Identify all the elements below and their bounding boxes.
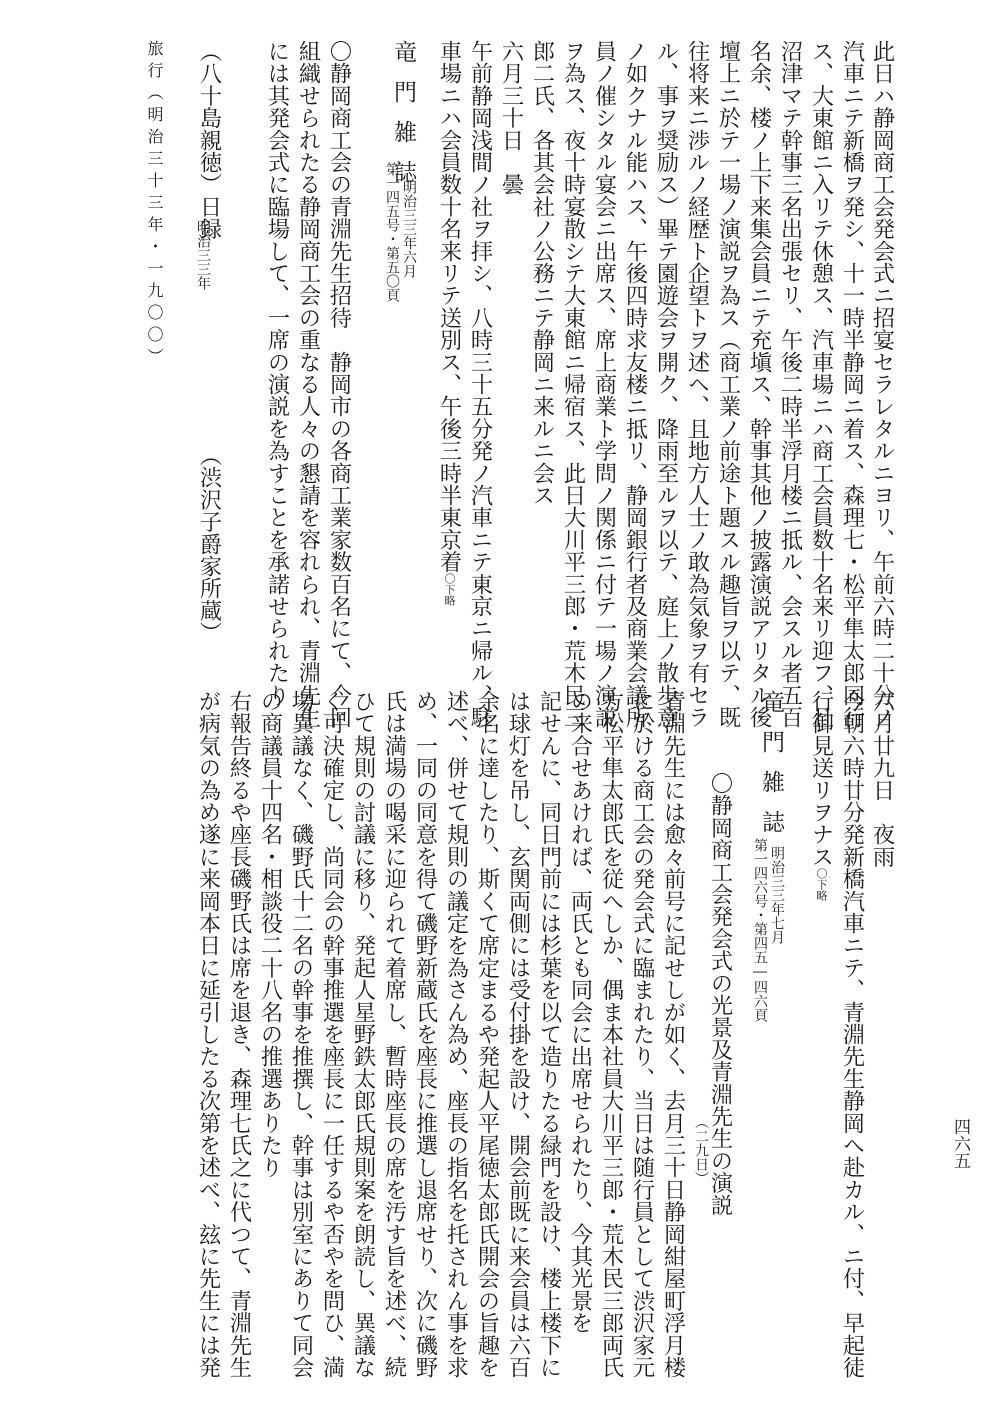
diary-jun30-line-2 xyxy=(438,40,460,606)
citation-issue: 第一四五号・第五〇頁 xyxy=(384,162,400,302)
source-right: （渋沢子爵家所蔵） xyxy=(196,444,222,644)
diary-line-2: 汽車ニテ新橋ヲ発シ、十一時半静岡ニ着ス、森理七・松平隼太郎同行 xyxy=(839,40,865,729)
magazine-heading: 竜門雑誌 xyxy=(390,40,416,200)
date-jun29: 六月廿九日 夜雨 xyxy=(869,690,895,868)
body-line-3: 方松平隼太郎氏を従へしか、偶ま本社員大川平三郎・荒木民三郎両氏 xyxy=(598,690,624,1379)
diary-line-8: ル、事ヲ奨励ス）畢テ園遊会ヲ開ク、降雨至ルヲ以テ、庭上ノ散歩意 xyxy=(653,40,679,729)
diary-line-1: 此日ハ静岡商工会発会式ニ招宴セラレタルニヨリ、午前六時二十分ノ xyxy=(869,40,895,729)
diary-jun29-line-1: 今朝六時廿分発新橋汽車ニテ、青淵先生静岡へ赴カル、ニ付、早起徒 xyxy=(839,690,865,1379)
body-line-6: は球灯を吊し、玄関両側には受付掛を設け、開会前既に来会員は六百 xyxy=(505,690,531,1379)
article-line-2: 組織せられたる静岡商工会の重なる人々の懇請を容れられ、青淵先生 xyxy=(295,40,321,729)
diary-jun30-line-1: 午前静岡浅間ノ社ヲ拝シ、八時三十五分発ノ汽車ニテ東京ニ帰ル、駐 xyxy=(467,40,493,729)
lower-citation-date: 明治三三年七月 xyxy=(769,846,785,944)
body-line-12: く可決確定し、尚同会の幹事推選を座長に一任するや否やを問ひ、満 xyxy=(319,690,345,1379)
lower-omission-note: 〇下略 xyxy=(815,867,828,901)
body-line-4: の来合せあければ、両氏とも同会に出席せられたり、今其光景を xyxy=(567,690,593,1334)
diary-line-9: ノ如クナル能ハス、午後四時求友楼ニ抵リ、静岡銀行者及商業会議所 xyxy=(622,40,648,729)
diary-jun29-line-2 xyxy=(810,690,832,901)
diary-line-7: 往将来ニ渉ルノ経歴ト企望トヲ述ヘ、且地方人士ノ敢為気象ヲ有セラ xyxy=(684,40,710,729)
diary-line-5: 名余、楼ノ上下来集会員ニテ充塡ス、幹事其他ノ披露演説アリタル後 xyxy=(746,40,772,729)
diary-line-12: 郎二氏、各其会社ノ公務ニテ静岡ニ来ルニ会ス xyxy=(529,40,555,507)
diary-line-4: 沼津マテ幹事三名出張セリ、午後二時半浮月楼ニ抵ル、会スル者五百 xyxy=(777,40,803,729)
lower-citation-issue: 第一四六号・第四五―四六頁 xyxy=(752,838,768,1022)
body-line-14: の商議員十四名・相談役二十八名の推選ありたり xyxy=(257,690,283,1179)
citation-date: 明治三三年六月 xyxy=(401,180,417,278)
article-title: 〇静岡商工会発会式の光景及青淵先生の演説 xyxy=(707,772,733,1216)
body-line-2: に於ける商工会の発会式に臨まれたり、当日は随行員として渋沢家元 xyxy=(629,690,655,1379)
body-line-13: 場異議なく、磯野氏十二名の幹事を推撰し、幹事は別室にありて同会 xyxy=(288,690,314,1379)
body-line-11: ひて規則の討議に移り、発起人星野鉄太郎氏規則案を朗読し、異議な xyxy=(350,690,376,1379)
omission-note: 〇下略 xyxy=(443,572,456,606)
diary-line-10: 員ノ催シタル宴会ニ出席ス、席上商業ト学問ノ関係ニ付テ一場ノ演説 xyxy=(591,40,617,729)
body-line-10: 氏は満場の喝采に迎られて着席し、暫時座長の席を汚す旨を述べ、続 xyxy=(381,690,407,1379)
article-line-1: 〇静岡商工会の青淵先生招待 静岡市の各商工業家数百名にて、今回 xyxy=(326,40,352,729)
page-number: 四六五 xyxy=(950,1118,970,1169)
body-line-5: 記せんに、同日門前には杉葉を以て造りたる緑門を設け、楼上楼下に xyxy=(536,690,562,1379)
body-line-15: 右報告終るや座長磯野氏は席を退き、森理七氏之に代つて、青淵先生 xyxy=(226,690,252,1379)
source-year: 明治三三年 xyxy=(195,220,211,290)
date-annotation: （二九日） xyxy=(693,1115,709,1185)
source-left: （八十島親徳）日録 xyxy=(196,40,222,240)
diary-jun29-line-2-text: 行御見送リヲナス xyxy=(808,690,834,868)
body-line-8: 述べ、併せて規則の議定を為さん為め、座長の指名を托されん事を求 xyxy=(443,690,469,1379)
body-line-1: 青淵先生には愈々前号に記せしが如く、去月三十日静岡紺屋町浮月楼 xyxy=(660,690,686,1379)
body-line-9: め、一同の同意を得て磯野新蔵氏を座長に推選し退席せり、次に磯野 xyxy=(412,690,438,1379)
diary-line-6: 壇上ニ於テ一場ノ演説ヲ為ス（商工業ノ前途ト題スル趣旨ヲ以テ、既 xyxy=(715,40,741,729)
body-line-16: が病気の為め遂に来岡本日に延引したる次第を述べ、玆に先生には発 xyxy=(195,690,221,1379)
lower-magazine-heading: 竜門雑誌 xyxy=(758,690,784,850)
running-head: 旅行（明治三十三年・一九〇〇） xyxy=(145,40,164,370)
date-jun30: 六月三十日 曇 xyxy=(498,40,524,196)
body-line-7: 余名に達したり、斯くて席定まるや発起人平尾徳太郎氏開会の旨趣を xyxy=(474,690,500,1379)
diary-line-3: ス、大東館ニ入リテ休憩ス、汽車場ニハ商工会員数十名来リ迎フ、且 xyxy=(808,40,834,729)
article-line-3: には其発会式に臨場して、一席の演説を為すことを承諾せられたり xyxy=(264,40,290,706)
diary-jun30-line-2-text: 車場ニハ会員数十名来リテ送別ス、午後三時半東京着 xyxy=(436,40,462,573)
diary-line-11: ヲ為ス、夜十時宴散シテ大東館ニ帰宿ス、此日大川平三郎・荒木民三 xyxy=(560,40,586,729)
